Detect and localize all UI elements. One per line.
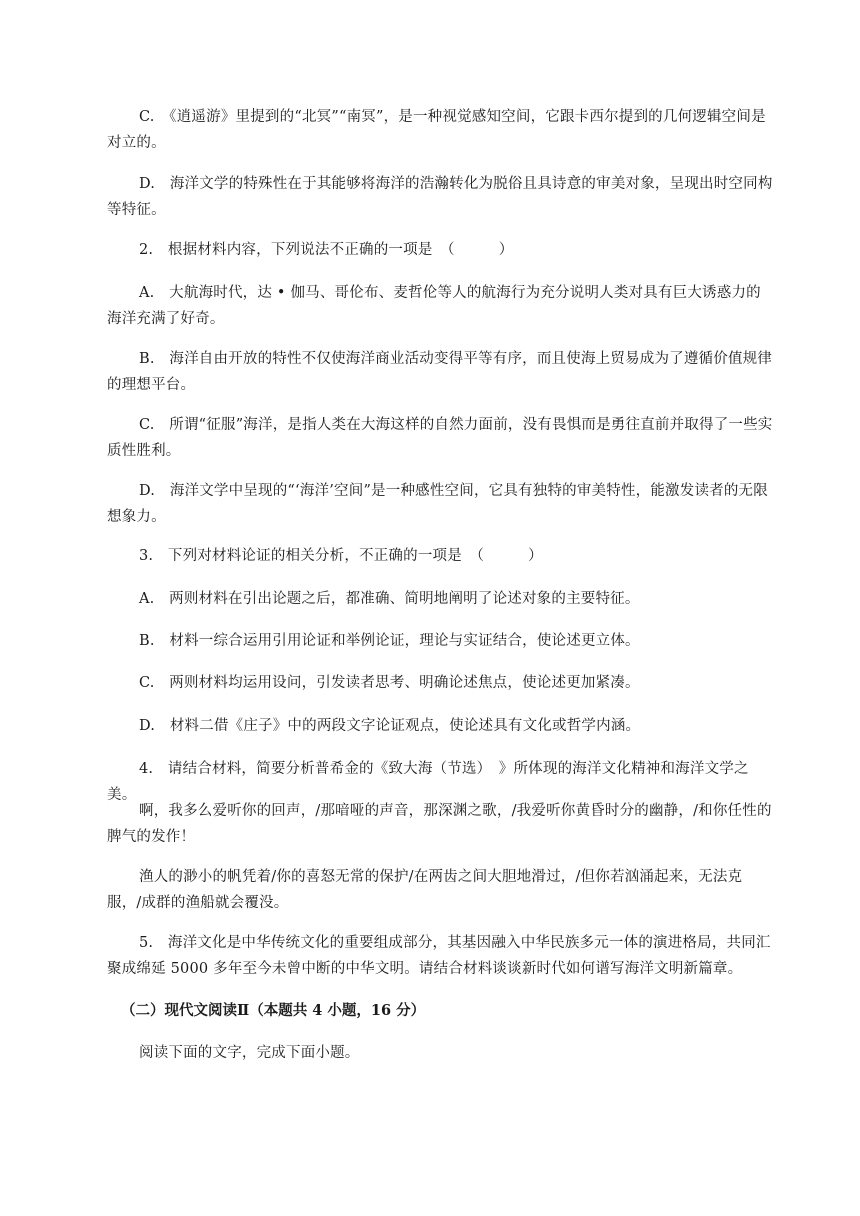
poem-excerpt-1: 啊，我多么爱听你的回声，/那喑哑的声音，那深渊之歌，/我爱听你黄昏时分的幽静，/和你任性的脾气的发作！: [107, 803, 772, 845]
question-3-option-d: D. 材料二借《庄子》中的两段文字论证观点，使论述具有文化或哲学内涵。: [139, 718, 641, 734]
question-3-option-c: C. 两则材料均运用设问，引发读者思考、明确论述焦点，使论述更加紧凑。: [139, 675, 640, 691]
poem-excerpt-2: 渔人的渺小的帆凭着/你的喜怒无常的保护/在两齿之间大胆地滑过，/但你若汹涌起来，无法克服，/成群的渔船就会覆没。: [107, 869, 743, 911]
question-3-option-a: A. 两则材料在引出论题之后，都准确、简明地阐明了论述对象的主要特征。: [139, 591, 640, 607]
question-4-stem: 4. 请结合材料，简要分析普希金的《致大海（节选） 》所体现的海洋文化精神和海洋文学之美。: [107, 761, 749, 803]
question-2-stem: 2. 根据材料内容，下列说法不正确的一项是 （ ）: [139, 242, 514, 258]
question-5-stem: 5. 海洋文化是中华传统文化的重要组成部分，其基因融入中华民族多元一体的演进格局，共同汇聚成绵延 5000 多年至今未曾中断的中华文明。请结合材料谈谈新时代如何谱写海洋文明新篇章。: [107, 935, 771, 977]
question-2-option-a: A. 大航海时代，达 • 伽马、哥伦布、麦哲伦等人的航海行为充分说明人类对具有巨大诱惑力的海洋充满了好奇。: [107, 285, 761, 327]
option-c-paragraph: C. 《逍遥游》里提到的“北冥”“南冥”，是一种视觉感知空间，它跟卡西尔提到的几何逻辑空间是对立的。: [107, 109, 766, 151]
question-2-option-c: C. 所谓“征服”海洋，是指人类在大海这样的自然力面前，没有畏惧而是勇往直前并取得了一些实质性胜利。: [107, 417, 773, 459]
question-2-option-d: D. 海洋文学中呈现的“‘海洋’空间”是一种感性空间，它具有独特的审美特性，能激发读者的无限想象力。: [107, 483, 768, 525]
section-heading: （二）现代文阅读Ⅱ（本题共 4 小题，16 分）: [121, 1002, 426, 1019]
question-3-option-b: B. 材料一综合运用引用论证和举例论证，理论与实证结合，使论述更立体。: [139, 633, 640, 649]
question-2-option-b: B. 海洋自由开放的特性不仅使海洋商业活动变得平等有序，而且使海上贸易成为了遵循价值规律的理想平台。: [107, 351, 773, 393]
reading-instruction: 阅读下面的文字，完成下面小题。: [139, 1045, 360, 1061]
option-d-paragraph: D. 海洋文学的特殊性在于其能够将海洋的浩瀚转化为脱俗且具诗意的审美对象，呈现出时空同构等特征。: [107, 176, 773, 218]
question-3-stem: 3. 下列对材料论证的相关分析，不正确的一项是 （ ）: [139, 548, 543, 564]
